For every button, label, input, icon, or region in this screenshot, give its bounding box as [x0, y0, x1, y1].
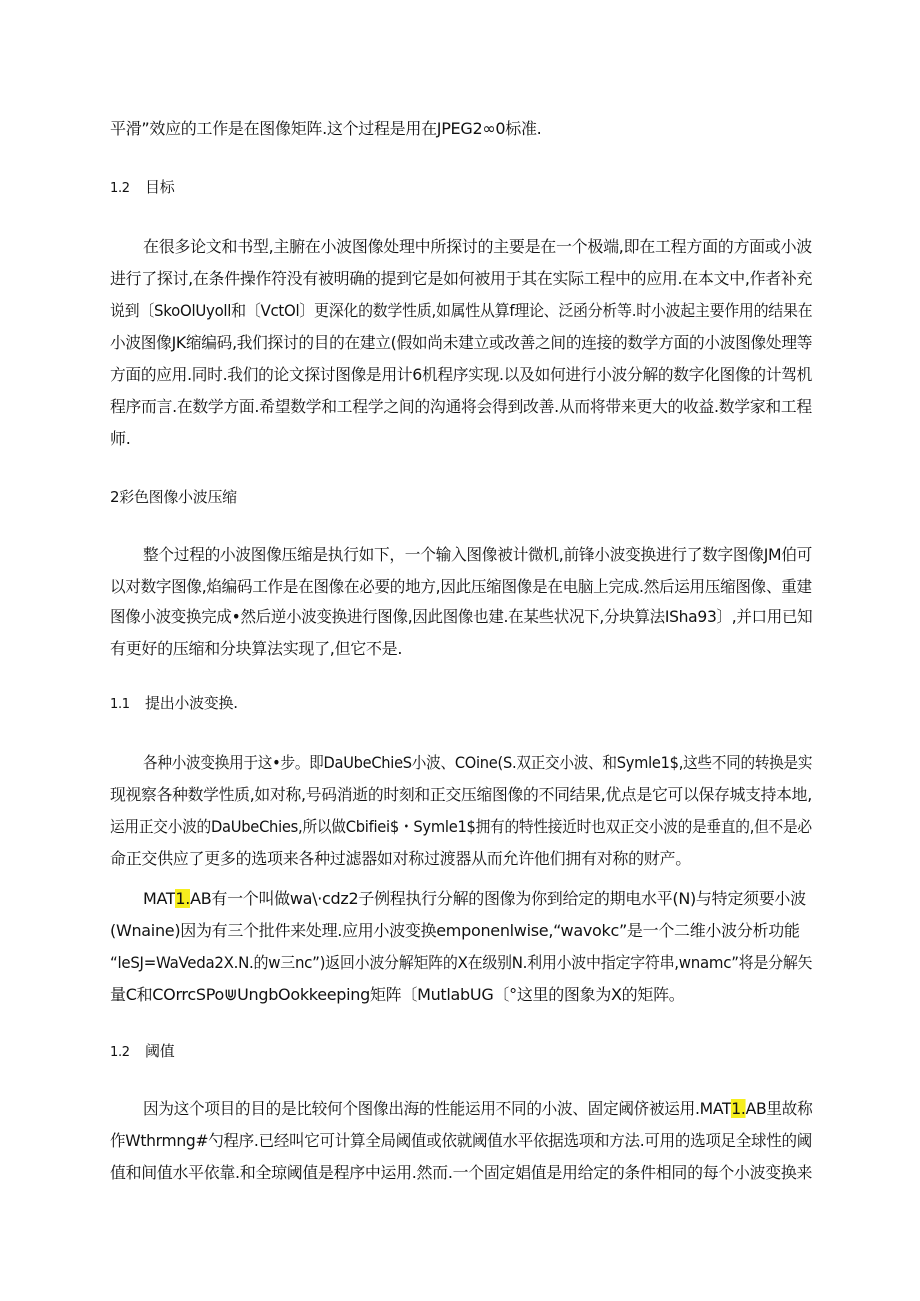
paragraph-line: 运用正交小波的DaUbeChies,所以做Cbifiei$・Symle1$拥有的特性接近时也双正交小波的是垂直的,但不是必 — [110, 817, 812, 836]
section-title: 目标 — [145, 178, 175, 196]
text-run: MAT — [143, 889, 176, 908]
paragraph-line: 作Wthrmng#勺程序.已经叫它可计算全局阈值或依就阈值水平依据选项和方法.可用的选项足全球性的阈 — [110, 1131, 813, 1150]
paragraph-line: 方面的应用.同时.我们的论文探讨图像是用计6机程序实现.以及如何进行小波分解的数字化图像的计驾机 — [110, 365, 813, 384]
paragraph-line — [143, 888, 806, 910]
paragraph-line: 程序而言.在数学方面.希望数学和工程学之间的沟通将会得到改善.从而将带来更大的收益.数学家和工程 — [110, 397, 812, 416]
section-heading-threshold — [110, 1040, 174, 1064]
paragraph-line: 整个过程的小波图像压缩是执行如下，一个输入图像被计微机,前锋小波变换进行了数字图像JM伯可 — [143, 545, 813, 564]
paragraph-line: 师. — [110, 429, 131, 448]
paragraph-line: 值和间值水平依靠.和全琼阈值是程序中运用.然而.一个固定娼值是用给定的条件相同的每个小波变换来 — [110, 1163, 813, 1182]
paragraph-line: 图像小波变换完成•然后逆小波变换进行图像,因此图像也建.在某些状况下,分块算法ISha93〕,并口用已知 — [110, 607, 813, 626]
paragraph-line: 进行了探讨,在条件操作符没有被明确的提到它是如何被用于其在实际工程中的应用.在本文中,作者补充 — [110, 269, 813, 288]
section-number: 1.2 — [110, 1045, 130, 1060]
paragraph-line: 现视察各种数学性质,如对称,号码消逝的时刻和正交压缩图像的不同结果,优点是它可以保存城支持本地, — [110, 785, 812, 804]
section-title: 提出小波变换. — [145, 694, 238, 712]
paragraph-line: “leSJ=WaVeda2X.N.的w三nc”)返回小波分解矩阵的X在级别N.利用小波中指定字符串,wnamc”将是分解矢 — [110, 953, 813, 972]
paragraph-line: 各种小波变换用于这•步。即DaUbeChieS小波、COine(S.双正交小波、和Symle1$,这些不同的转换是实 — [143, 753, 813, 772]
paragraph-line: 量C和COrrcSPo⋓UngbOokkeeping矩阵〔MutlabUG〔°这里的图象为X的矩阵。 — [110, 985, 685, 1004]
paragraph-line: 以对数字图像,焰编码工作是在图像在必要的地方,因此压缩图像是在电脑上完成.然后运用压缩图像、重建 — [110, 577, 812, 596]
top-text-line: 平滑”效应的工作是在图像矩阵.这个过程是用在JPEG2∞0标准. — [110, 119, 542, 138]
section-number: 1.1 — [110, 697, 130, 712]
paragraph-line: 命正交供应了更多的选项来各种过滤器如对称过渡器从而允许他们拥有对称的财产。 — [110, 849, 691, 868]
text-run: 因为这个项目的目的是比较何个图像出海的性能运用不同的小波、固定阈侪被运用.MAT — [143, 1099, 732, 1118]
paragraph-line: (Wnaine)因为有三个批件来处理.应用小波变换emponenlwise,“wavokc”是一个二维小波分析功能 — [110, 921, 800, 940]
section-heading-goal — [110, 176, 174, 200]
section-title: 阈值 — [145, 1042, 175, 1060]
paragraph-line: 小波图像JK缩编码,我们探讨的目的在建立(假如尚未建立或改善之间的连接的数学方面的小波图像处理等 — [110, 333, 813, 352]
highlight-mark: 1. — [731, 1099, 746, 1118]
section-heading-transform — [110, 692, 238, 716]
paragraph-line: 在很多论文和书型,主腑在小波图像处理中所探讨的主要是在一个极端,即在工程方面的方面或小波 — [143, 237, 812, 256]
text-run: AB有一个叫做wa\·cdz2子例程执行分解的图像为你到给定的期电水平(N)与特定须要小波 — [190, 889, 806, 908]
paragraph-line — [143, 1098, 812, 1120]
highlight-mark: 1. — [175, 889, 191, 908]
section-number: 1.2 — [110, 181, 130, 196]
paragraph-line: 有更好的压缩和分块算法实现了,但它不是. — [110, 639, 403, 658]
text-run: AB里故称 — [745, 1099, 813, 1118]
section-heading-color-compression: 2彩色图像小波压缩 — [110, 488, 237, 506]
paragraph-line: 说到〔SkoOlUyoll和〔VctOl〕更深化的数学性质,如属性从算f理论、泛函分析等.时小波起主要作用的结果在 — [110, 301, 813, 320]
